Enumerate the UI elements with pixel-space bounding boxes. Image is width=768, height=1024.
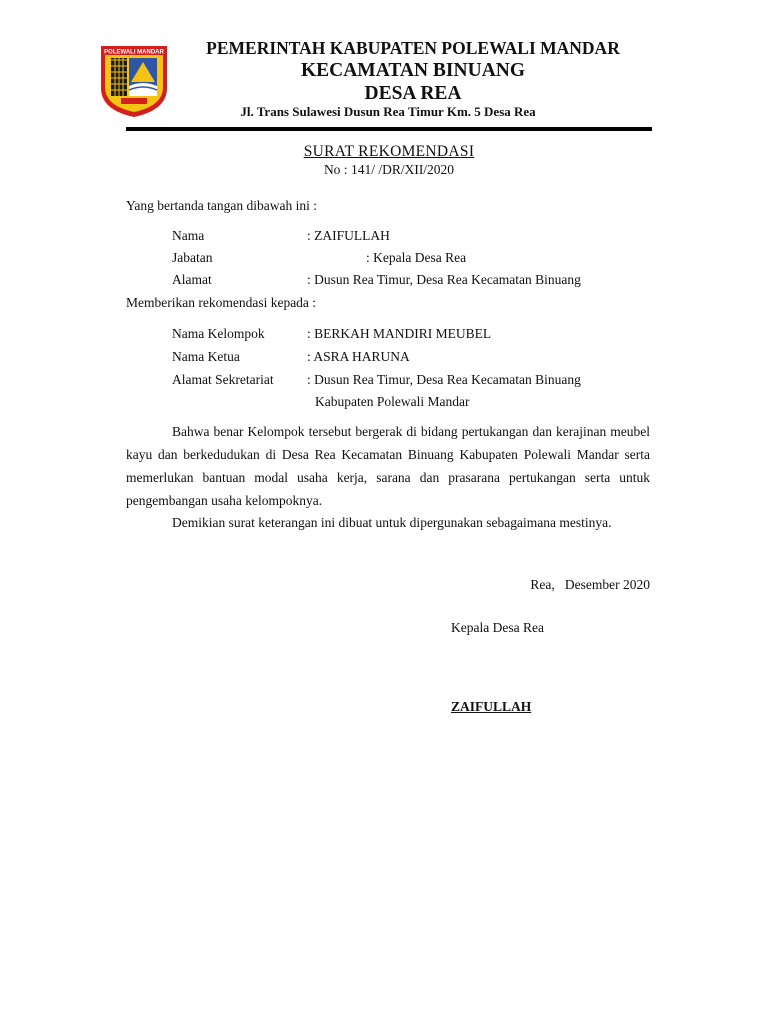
group-name-value: : BERKAH MANDIRI MEUBEL [307, 326, 492, 341]
signer-name-value: : ZAIFULLAH [307, 228, 390, 243]
office-address: Jl. Trans Sulawesi Dusun Rea Timur Km. 5 Desa Rea [240, 104, 536, 119]
signer-position-value: : Kepala Desa Rea [366, 250, 467, 265]
group-leader-value: : ASRA HARUNA [307, 349, 410, 364]
letter-number: No : 141/ /DR/XII/2020 [323, 162, 455, 177]
government-title: PEMERINTAH KABUPATEN POLEWALI MANDAR [206, 38, 620, 58]
signer-address-label: Alamat [172, 272, 212, 287]
group-address-continued: Kabupaten Polewali Mandar [315, 394, 470, 409]
body-paragraph-1: Bahwa benar Kelompok tersebut bergerak di bidang pertukangan dan kerajinan meubel kayu dan berkedudukan di Desa Rea Kecamatan Binuang Kabupaten Polewali Mandar serta memerlukan bantuan modal usaha kerja, sarana dan prasarana pertukangan serta untuk pengembangan usaha kelompoknya. [126, 424, 650, 508]
signer-name-label: Nama [172, 228, 205, 243]
emblem-banner-text: POLEWALI MANDAR [104, 49, 164, 56]
signer-address-value: : Dusun Rea Timur, Desa Rea Kecamatan Binuang [307, 272, 581, 287]
signer-position-label: Jabatan [172, 250, 213, 265]
place-date: Rea, Desember 2020 [530, 577, 650, 592]
district-title: KECAMATAN BINUANG [300, 60, 526, 81]
recommend-intro-text: Memberikan rekomendasi kepada : [126, 295, 317, 310]
village-title: DESA REA [364, 83, 462, 104]
signature-name: ZAIFULLAH [451, 699, 532, 714]
signature-title: Kepala Desa Rea [451, 620, 544, 635]
group-leader-label: Nama Ketua [172, 349, 240, 364]
intro-text: Yang bertanda tangan dibawah ini : [126, 198, 317, 213]
group-name-label: Nama Kelompok [172, 326, 265, 341]
group-address-label: Alamat Sekretariat [172, 372, 274, 387]
regency-emblem-logo [99, 42, 169, 118]
header-divider [126, 127, 652, 131]
body-paragraph-2: Demikian surat keterangan ini dibuat untuk dipergunakan sebagaimana mestinya. [172, 515, 612, 530]
group-address-value: : Dusun Rea Timur, Desa Rea Kecamatan Binuang [307, 372, 581, 387]
letter-title: SURAT REKOMENDASI [303, 143, 475, 160]
